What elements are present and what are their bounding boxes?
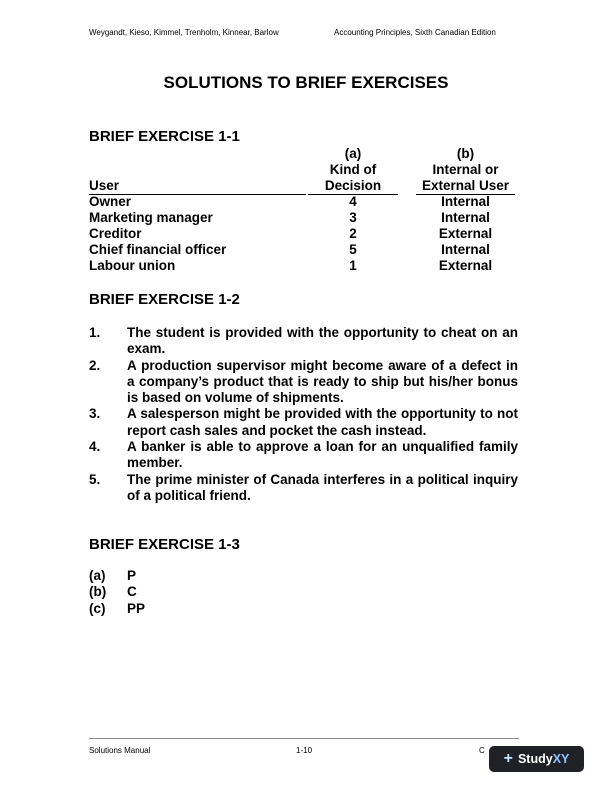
- table-row: [89, 194, 515, 210]
- footer-page-number: 1-10: [296, 746, 313, 755]
- footer-right-text: C: [479, 746, 485, 755]
- type-cell: External: [438, 258, 493, 273]
- type-cell: External: [438, 226, 493, 241]
- item-number: 2.: [89, 357, 101, 373]
- list-item: [89, 568, 145, 584]
- list-item: [89, 472, 518, 505]
- item-value: P: [127, 568, 137, 583]
- list-item: [89, 406, 518, 439]
- item-text: The student is provided with the opportunity to cheat on an exam.: [127, 325, 518, 357]
- type-cell: Internal: [441, 242, 490, 257]
- table-header-row-1: [89, 146, 515, 162]
- badge-study-text: Study: [517, 752, 553, 766]
- item-text: A production supervisor might become aware of a defect in a company’s product that is ready to ship but his/her bonus is based on volume of shipments.: [127, 357, 518, 406]
- item-number: 1.: [89, 325, 101, 340]
- col-a-line-1: (a): [344, 146, 362, 161]
- item-text: The prime minister of Canada interferes in a political inquiry of a political friend.: [127, 471, 518, 503]
- list-item: [89, 584, 145, 600]
- decision-cell: 5: [349, 242, 357, 257]
- table-row: [89, 258, 515, 274]
- be2-heading: BRIEF EXERCISE 1-2: [89, 291, 240, 308]
- col-b-line-3: External User: [416, 178, 515, 195]
- item-text: A salesperson might be provided with the opportunity to not report cash sales and pocket the cash instead.: [127, 406, 518, 438]
- badge-xy-text: XY: [552, 752, 570, 766]
- be2-list: [89, 325, 518, 504]
- user-cell: Marketing manager: [89, 210, 213, 225]
- list-item: [89, 439, 518, 472]
- item-label: (b): [89, 584, 107, 600]
- table-row: [89, 210, 515, 226]
- footer-divider: [89, 738, 519, 739]
- be1-heading: BRIEF EXERCISE 1-1: [89, 128, 240, 145]
- user-cell: Labour union: [89, 258, 176, 273]
- table-row: [89, 226, 515, 242]
- be1-table: [89, 146, 515, 274]
- list-item: [89, 358, 518, 407]
- be3-heading: BRIEF EXERCISE 1-3: [89, 536, 240, 553]
- studyxy-badge[interactable]: [489, 746, 584, 772]
- footer-manual-label: Solutions Manual: [89, 746, 151, 755]
- decision-cell: 3: [349, 210, 357, 225]
- type-cell: Internal: [441, 194, 490, 209]
- table-header-row-2: [89, 162, 515, 178]
- table-header-row-3: [89, 178, 515, 194]
- list-item: [89, 601, 145, 617]
- item-value: C: [127, 584, 137, 600]
- item-number: 4.: [89, 439, 101, 455]
- type-cell: Internal: [441, 210, 490, 225]
- item-text: A banker is able to approve a loan for an unqualified family member.: [127, 439, 518, 471]
- item-label: (c): [89, 600, 106, 616]
- col-b-line-1: (b): [456, 146, 475, 161]
- list-item: [89, 325, 518, 358]
- col-a-line-2: Kind of: [329, 162, 377, 177]
- user-cell: Chief financial officer: [89, 242, 227, 257]
- item-number: 3.: [89, 406, 101, 422]
- col-a-line-3: Decision: [308, 178, 398, 195]
- item-value: PP: [127, 600, 146, 616]
- header-authors: Weygandt, Kieso, Kimmel, Trenholm, Kinnear, Barlow: [89, 28, 279, 37]
- table-row: [89, 242, 515, 258]
- decision-cell: 1: [349, 258, 357, 273]
- user-cell: Creditor: [89, 226, 142, 241]
- decision-cell: 2: [349, 226, 357, 241]
- user-cell: Owner: [89, 194, 132, 209]
- be3-list: [89, 568, 145, 617]
- header-book-title: Accounting Principles, Sixth Canadian Edition: [334, 28, 496, 37]
- plus-icon: +: [503, 750, 513, 767]
- user-column-header: User: [89, 178, 306, 195]
- page-title: SOLUTIONS TO BRIEF EXERCISES: [163, 73, 449, 92]
- item-label: (a): [89, 568, 106, 583]
- item-number: 5.: [89, 471, 101, 487]
- decision-cell: 4: [349, 194, 357, 209]
- col-b-line-2: Internal or: [432, 162, 499, 177]
